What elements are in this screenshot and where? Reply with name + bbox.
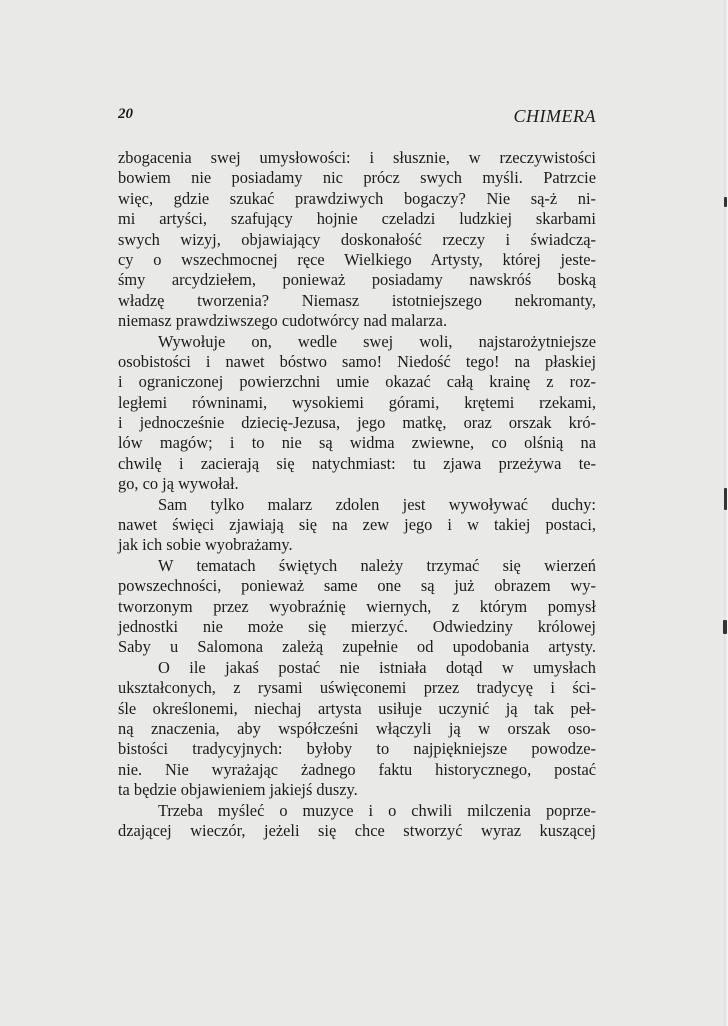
text-line: niemasz prawdziwszego cudotwórcy nad malarza. bbox=[118, 311, 448, 331]
text-line: powszechności, ponieważ same one są już obrazem wy- bbox=[118, 576, 596, 596]
page-number: 20 bbox=[118, 106, 133, 122]
text-line: ta będzie objawieniem jakiejś duszy. bbox=[118, 780, 358, 800]
text-line: tworzonym przez wyobraźnię wiernych, z którym pomysł bbox=[118, 596, 596, 616]
text-line: mi artyści, szafujący hojnie czeladzi ludzkiej skarbami bbox=[118, 209, 596, 229]
text-line: chwilę i zacierają się natychmiast: tu zjawa przeżywa te- bbox=[118, 453, 596, 473]
text-line: nie. Nie wyrażając żadnego faktu historycznego, postać bbox=[118, 759, 596, 779]
text-line: lów magów; i to nie są widma zwiewne, co olśnią na bbox=[118, 433, 596, 453]
text-line: jednostki nie może się mierzyć. Odwiedziny królowej bbox=[118, 616, 596, 636]
text-line: nawet święci zjawiają się na zew jego i w takiej postaci, bbox=[118, 515, 596, 535]
text-line: cy o wszechmocnej ręce Wielkiego Artysty, której jeste- bbox=[118, 249, 596, 269]
text-line: W tematach świętych należy trzymać się wierzeń bbox=[158, 555, 596, 575]
text-line: dzającej wieczór, jeżeli się chce stworzyć wyraz kuszącej bbox=[118, 820, 596, 840]
margin-speck bbox=[724, 488, 727, 510]
text-line: śle określonemi, niechaj artysta usiłuje uczynić ją tak peł- bbox=[118, 698, 596, 718]
text-line: ukształconych, z rysami uświęconemi przez tradycyę i ści- bbox=[118, 678, 596, 698]
text-line: Wywołuje on, wedle swej woli, najstarożytniejsze bbox=[158, 331, 596, 351]
text-line: bowiem nie posiadamy nic prócz swych myśli. Patrzcie bbox=[118, 168, 596, 188]
running-title: CHIMERA bbox=[513, 106, 596, 126]
text-line: Saby u Salomona zależą zupełnie od upodobania artysty. bbox=[118, 637, 596, 657]
text-line: O ile jakaś postać nie istniała dotąd w umysłach bbox=[158, 657, 596, 677]
text-line: ległemi równinami, wysokiemi górami, krętemi rzekami, bbox=[118, 392, 596, 412]
page-edge bbox=[724, 0, 728, 1026]
text-line: bistości tradycyjnych: byłoby to najpiękniejsze powodze- bbox=[118, 739, 596, 759]
margin-speck bbox=[724, 197, 727, 207]
text-line: swych wizyj, objawiający doskonałość rzeczy i świadczą- bbox=[118, 229, 596, 249]
running-header bbox=[118, 106, 596, 130]
text-line: osobistości i nawet bóstwo samo! Niedość tego! na płaskiej bbox=[118, 351, 596, 371]
text-line: ną znaczenia, aby współcześni włączyli ją w orszak oso- bbox=[118, 718, 596, 738]
text-line: więc, gdzie szukać prawdziwych bogaczy? Nie są-ż ni- bbox=[118, 188, 596, 208]
text-line: zbogacenia swej umysłowości: i słusznie, w rzeczywistości bbox=[118, 148, 596, 167]
text-line: go, co ją wywołał. bbox=[118, 474, 239, 494]
text-line: Trzeba myśleć o muzyce i o chwili milczenia poprze- bbox=[158, 800, 596, 820]
text-line: Sam tylko malarz zdolen jest wywoływać duchy: bbox=[158, 494, 596, 514]
text-line: władzę tworzenia? Niemasz istotniejszego nekromanty, bbox=[118, 290, 596, 310]
text-line: i ograniczonej powierzchni umie okazać całą krainę z roz- bbox=[118, 372, 596, 392]
text-line: jak ich sobie wyobrażamy. bbox=[118, 535, 293, 555]
body-text bbox=[118, 148, 596, 841]
text-line: i jednocześnie dziecię-Jezusa, jego matkę, oraz orszak kró- bbox=[118, 413, 596, 433]
margin-speck bbox=[723, 620, 727, 634]
text-line: śmy arcydziełem, ponieważ posiadamy nawskróś boską bbox=[118, 270, 596, 290]
